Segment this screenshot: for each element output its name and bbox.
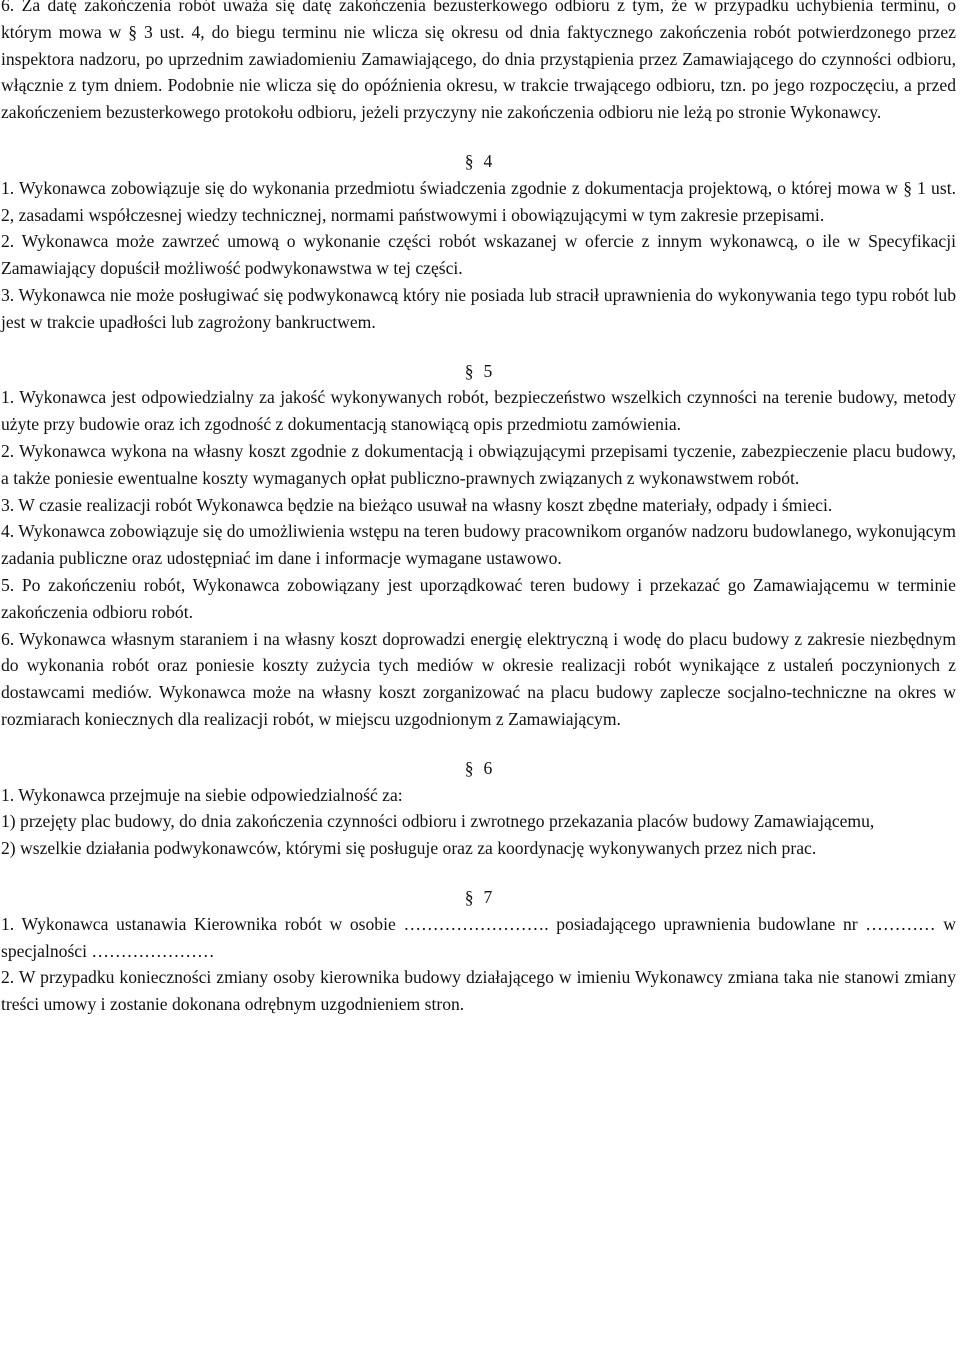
paragraph: 1. Wykonawca przejmuje na siebie odpowiedzialność za: [1,784,403,805]
section-number: 7 [483,886,493,907]
section-6 [1,733,956,862]
section-number: 4 [483,150,493,171]
section-number: 5 [483,360,493,381]
section-heading [1,336,956,385]
paragraph: 4. Wykonawca zobowiązuje się do umożliwienia wstępu na teren budowy pracownikom organów nadzoru budowlanego, wykonującym zadania publiczne oraz udostępniać im dane i informacje wymagane ustawowo. [1,521,956,569]
section-sign: § [464,886,474,907]
section-5 [1,336,956,733]
section-number: 6 [483,757,493,778]
paragraph: 1. Wykonawca zobowiązuje się do wykonania przedmiotu świadczenia zgodnie z dokumentacja projektową, o której mowa w § 1 ust. 2, zasadami współczesnej wiedzy technicznej, normami państwowymi i obowiązującymi w tym zakresie przepisami. [1,177,956,225]
section-7 [1,862,956,1018]
paragraph: 6. Wykonawca własnym staraniem i na własny koszt doprowadzi energię elektryczną i wodę do placu budowy z zakresie niezbędnym do wykonania robót oraz poniesie koszty zużycia tych mediów w okresie realizacji robót wynikające z ustaleń poczynionych z dostawcami mediów. Wykonawca może na własny koszt zorganizować na placu budowy zaplecze socjalno-techniczne na okres w rozmiarach koniecznych dla realizacji robót, w miejscu uzgodnionym z Zamawiającym. [1,628,956,729]
paragraph: 1. Wykonawca jest odpowiedzialny za jakość wykonywanych robót, bezpieczeństwo wszelkich czynności na terenie budowy, metody użyte przy budowie oraz ich zgodność z dokumentacją stanowiącą opis przedmiotu zamówienia. [1,387,956,435]
section-sign: § [464,757,474,778]
section-heading [1,126,956,175]
section-sign: § [464,150,474,171]
paragraph: 2. Wykonawca wykona na własny koszt zgodnie z dokumentacją i obwiązującymi przepisami tyczenie, zabezpieczenie placu budowy, a także poniesie ewentualne koszty wymaganych opłat publiczno-prawnych związanych z wykonawstwem robót. [1,440,956,488]
paragraph: 1) przejęty plac budowy, do dnia zakończenia czynności odbioru i zwrotnego przekazania placów budowy Zamawiającemu, [1,811,875,832]
section-4 [1,126,956,336]
paragraph: 2. W przypadku konieczności zmiany osoby kierownika budowy działającego w imieniu Wykonawcy zmiana taka nie stanowi zmiany treści umowy i zostanie dokonana odrębnym uzgodnieniem stron. [1,967,956,1015]
intro-paragraph: 6. Za datę zakończenia robót uważa się datę zakończenia bezusterkowego odbioru z tym, że w przypadku uchybienia terminu, o którym mowa w § 3 ust. 4, do biegu terminu nie wlicza się okresu od dnia faktycznego zakończenia robót potwierdzonego przez inspektora nadzoru, po uprzednim zawiadomieniu Zamawiającego, do dnia przystąpienia przez Zamawiającego do czynności odbioru, włącznie z tym dniem. Podobnie nie wlicza się do opóźnienia okresu, w trakcie trwającego odbioru, tzn. po jego rozpoczęciu, a przed zakończeniem bezusterkowego protokołu odbioru, jeżeli przyczyny nie zakończenia odbioru nie leżą po stronie Wykonawcy. [1,0,956,123]
section-heading [1,862,956,911]
section-sign: § [464,360,474,381]
section-heading [1,733,956,782]
paragraph: 3. Wykonawca nie może posługiwać się podwykonawcą który nie posiada lub stracił uprawnienia do wykonywania tego typu robót lub jest w trakcie upadłości lub zagrożony bankructwem. [1,284,956,332]
paragraph: 5. Po zakończeniu robót, Wykonawca zobowiązany jest uporządkować teren budowy i przekazać go Zamawiającemu w terminie zakończenia odbioru robót. [1,574,956,622]
paragraph: 2. Wykonawca może zawrzeć umową o wykonanie części robót wskazanej w ofercie z innym wykonawcą, o ile w Specyfikacji Zamawiający dopuścił możliwość podwykonawstwa w tej części. [1,231,956,279]
paragraph: 1. Wykonawca ustanawia Kierownika robót w osobie ……………………. posiadającego uprawnienia budowlane nr ………… w specjalności ………………… [1,913,956,961]
paragraph: 3. W czasie realizacji robót Wykonawca będzie na bieżąco usuwał na własny koszt zbędne materiały, odpady i śmieci. [1,494,833,515]
paragraph: 2) wszelkie działania podwykonawców, którymi się posługuje oraz za koordynację wykonywanych przez nich prac. [1,838,817,859]
